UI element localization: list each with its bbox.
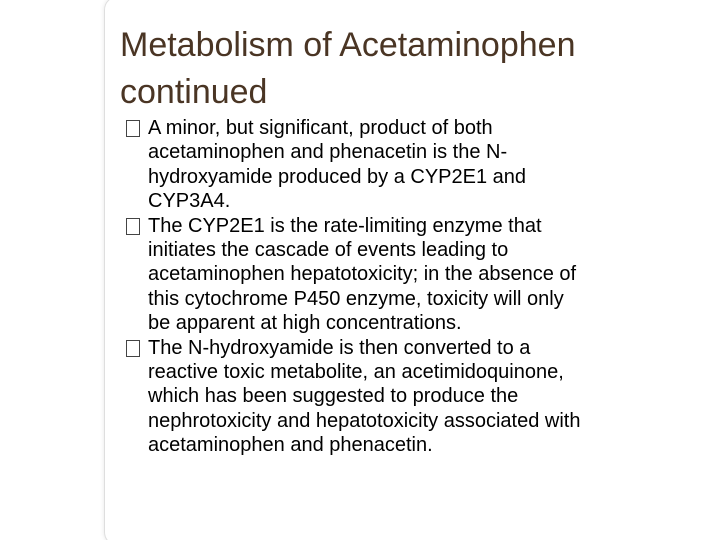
bullet-3-line-4: nephrotoxicity and hepatotoxicity associated with [148, 409, 581, 432]
slide-title [120, 22, 700, 116]
bullet-1-line-4: CYP3A4. [148, 190, 231, 213]
bullet-list [126, 116, 706, 458]
slide-title-line-2: continued [120, 73, 268, 111]
bullet-2-line-5: be apparent at high concentrations. [148, 312, 462, 335]
placeholder-box-icon [126, 340, 140, 357]
bullet-item-3 [126, 336, 706, 458]
bullet-2-line-4: this cytochrome P450 enzyme, toxicity will only [148, 287, 564, 310]
bullet-2-line-2: initiates the cascade of events leading to [148, 239, 509, 262]
placeholder-box-icon [126, 120, 140, 137]
bullet-1-line-3: hydroxyamide produced by a CYP2E1 and [148, 165, 527, 188]
bullet-1-line-1: A minor, but significant, product of both [148, 117, 493, 139]
bullet-3-line-2: reactive toxic metabolite, an acetimidoquinone, [148, 361, 564, 384]
bullet-item-2 [126, 214, 706, 336]
bullet-item-1 [126, 116, 706, 214]
bullet-2-line-3: acetaminophen hepatotoxicity; in the absence of [148, 263, 577, 286]
bullet-2-line-1: The CYP2E1 is the rate-limiting enzyme that [148, 214, 542, 237]
slide-title-line-1: Metabolism of Acetaminophen [120, 26, 576, 64]
bullet-1-line-2: acetaminophen and phenacetin is the N- [148, 141, 508, 164]
bullet-3-line-5: acetaminophen and phenacetin. [148, 434, 433, 457]
bullet-3-line-3: which has been suggested to produce the [148, 385, 519, 408]
bullet-3-line-1: The N-hydroxyamide is then converted to a [148, 336, 531, 359]
placeholder-box-icon [126, 218, 140, 235]
